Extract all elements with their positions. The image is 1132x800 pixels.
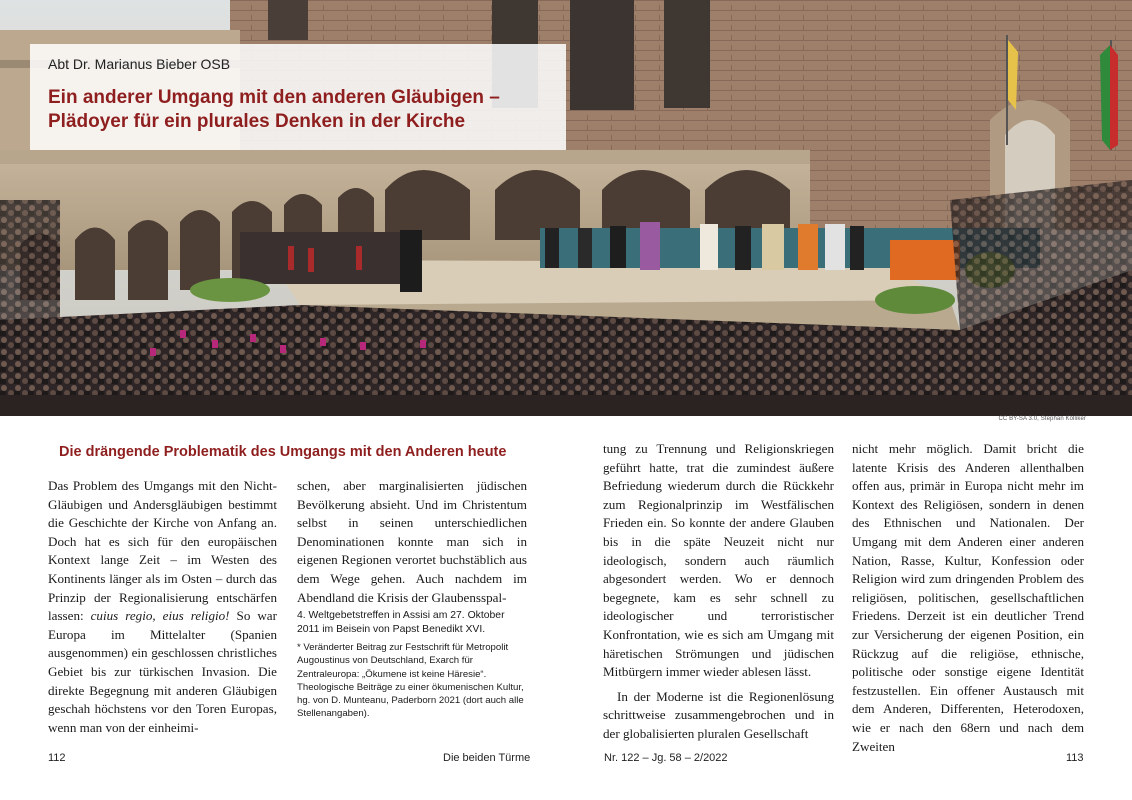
text-column-3 bbox=[603, 440, 834, 744]
article-title-line2: Plädoyer für ein plurales Denken in der Kirche bbox=[48, 111, 466, 132]
page-number-right: 113 bbox=[1066, 752, 1084, 764]
latin-quote: cuius regio, eius religio! bbox=[90, 608, 230, 624]
article-title bbox=[48, 86, 500, 134]
title-overlay bbox=[30, 44, 566, 150]
photo-caption: 4. Weltgebetstreffen in Assisi am 27. Oktober 2011 im Beisein von Papst Benedikt XVI. bbox=[297, 610, 505, 636]
text-column-4 bbox=[852, 440, 1084, 756]
issue-info: Nr. 122 – Jg. 58 – 2/2022 bbox=[604, 752, 728, 764]
paragraph: In der Moderne ist die Regionenlösung schrittweise zusammengebrochen und in der globalisierten pluralen Gesellschaft bbox=[603, 688, 834, 741]
page-number-left: 112 bbox=[48, 752, 66, 764]
photo-credit: CC BY-SA 3.0, Stephan Kölliker bbox=[998, 416, 1086, 422]
text-run: So war Europa im Mittelalter (Spanien ausgenommen) ein geschlossen christliches Gebiet bis zur türkischen Invasion. Die direkte Begegnung mit anderen Gläubigen geschah höchstens vor den Toren Europas, wenn man von der einheimi- bbox=[48, 608, 277, 735]
section-heading: Die drängende Problematik des Umgangs mit den Anderen heute bbox=[59, 444, 507, 460]
text-column-2 bbox=[297, 477, 527, 607]
paragraph: nicht mehr möglich. Damit bricht die latente Krisis des Anderen allenthalben offen aus, primär in Europa nicht mehr im Kontext des Religiösen, sondern in denen des Ethnischen und Nationalen. Der Umgang mit dem Anderen einer anderen Nation, Rasse, Kultur, Konfession oder Religion wird zum dringenden Problem des religiösen, politischen, gesellschaftlichen Friedens. Derzeit ist ein deutlicher Trend zur Versicherung der eigenen Position, ein Rückzug auf die religiöse, ethnische, politische oder sonstige eigene Identität festzustellen. Ein offener Austausch mit dem Anderen, Differenten, Heterodoxen, wie er nach den 68ern und nach dem Zweiten bbox=[852, 441, 1084, 754]
journal-name: Die beiden Türme bbox=[443, 752, 531, 764]
author-name: Abt Dr. Marianus Bieber OSB bbox=[48, 56, 231, 72]
paragraph: schen, aber marginalisierten jüdischen Bevölkerung absieht. Und im Christentum selbst in seinen unterschiedlichen Denominationen konnte man sich in eigenen Regionen verortet buchstäblich aus dem Wege gehen. Auch nachdem im Abendland die Krisis der Glaubensspal- bbox=[297, 478, 527, 605]
text-column-1 bbox=[48, 477, 277, 737]
article-title-line1: Ein anderer Umgang mit den anderen Gläubigen – bbox=[48, 87, 500, 108]
footnote: * Veränderter Beitrag zur Festschrift für Metropolit Augoustinus von Deutschland, Exarch für Zentraleuropa: „Ökumene ist keine Häresie“. Theologische Beiträge zu einer ökumenischen Kultur, hg. von D. Munteanu, Paderborn 2021 (dort auch alle Stellenangaben). bbox=[297, 642, 524, 720]
paragraph: tung zu Trennung und Religionskriegen geführt hatte, trat die zumindest äußere Befriedung wiederum durch die Rückkehr zum Regionalprinzip im Westfälischen Frieden ein. So konnte der andere Glauben bis in die späte Neuzeit nicht nur ideologisch, sondern auch räumlich abgesondert werden. Wo er dennoch begegnete, kam es sehr schnell zu ideologischer und terroristischer Konfrontation, wie es sich am Umgang mit häretischen Strömungen und jüdischen Mitbürgern immer wieder ablesen lässt. bbox=[603, 441, 834, 680]
text-run: Das Problem des Umgangs mit den Nicht-Gläubigen und Andersgläubigen bestimmt die Geschichte der Kirche von Anfang an. Doch hat es sich für den europäischen Kontext lange Zeit – im Westen des Kontinents länger als im Osten – durch das Prinzip der Regionalisierung entschärfen lassen: bbox=[48, 478, 277, 624]
paragraph bbox=[48, 477, 277, 737]
